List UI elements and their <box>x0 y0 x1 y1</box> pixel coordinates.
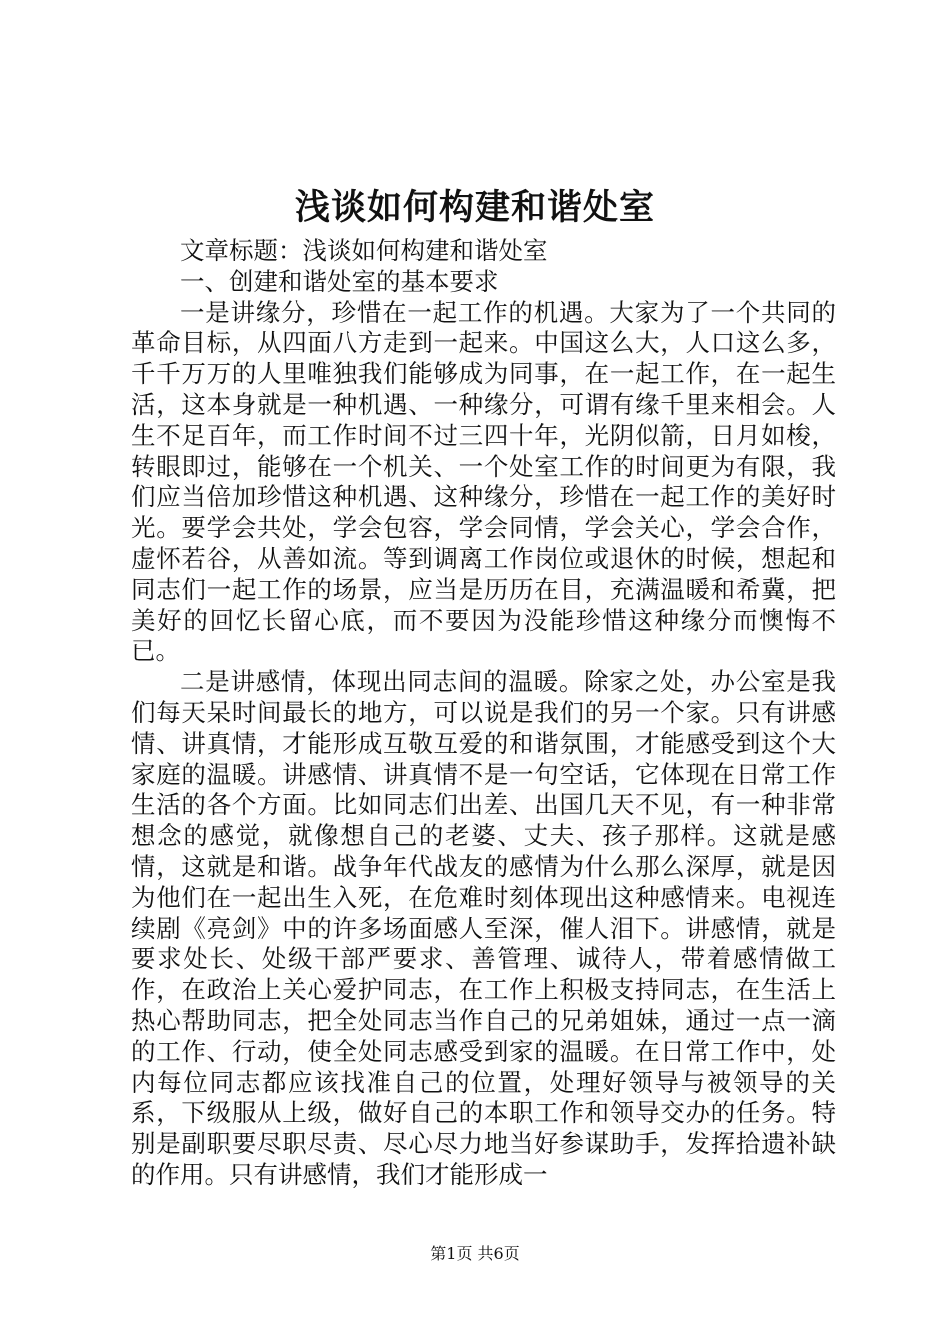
paragraph-2: 二是讲感情，体现出同志间的温暖。除家之处，办公室是我们每天呆时间最长的地方，可以说是我们的另一个家。只有讲感情、讲真情，才能形成互敬互爱的和谐氛围，才能感受到这个大家庭的温暖。讲感情、讲真情不是一句空话，它体现在日常工作生活的各个方面。比如同志们出差、出国几天不见，有一种非常想念的感觉，就像想自己的老婆、丈夫、孩子那样。这就是感情，这就是和谐。战争年代战友的感情为什么那么深厚，就是因为他们在一起出生入死，在危难时刻体现出这种感情来。电视连续剧《亮剑》中的许多场面感人至深，催人泪下。讲感情，就是要求处长、处级干部严要求、善管理、诚待人，带着感情做工作，在政治上关心爱护同志，在工作上积极支持同志，在生活上热心帮助同志，把全处同志当作自己的兄弟姐妹，通过一点一滴的工作、行动，使全处同志感受到家的温暖。在日常工作中，处内每位同志都应该找准自己的位置，处理好领导与被领导的关系，下级服从上级，做好自己的本职工作和领导交办的任务。特别是副职要尽职尽责、尽心尽力地当好参谋助手，发挥拾遗补缺的作用。只有讲感情，我们才能形成一 <box>131 667 836 1189</box>
paragraph-1: 一是讲缘分，珍惜在一起工作的机遇。大家为了一个共同的革命目标，从四面八方走到一起来。中国这么大，人口这么多，千千万万的人里唯独我们能够成为同事，在一起工作，在一起生活，这本身就是一种机遇、一种缘分，可谓有缘千里来相会。人生不足百年，而工作时间不过三四十年，光阴似箭，日月如梭，转眼即过，能够在一个机关、一个处室工作的时间更为有限，我们应当倍加珍惜这种机遇、这种缘分，珍惜在一起工作的美好时光。要学会共处，学会包容，学会同情，学会关心，学会合作，虚怀若谷，从善如流。等到调离工作岗位或退休的时候，想起和同志们一起工作的场景，应当是历历在目，充满温暖和希冀，把美好的回忆长留心底，而不要因为没能珍惜这种缘分而懊悔不已。 <box>131 297 836 666</box>
article-title-line: 文章标题：浅谈如何构建和谐处室 <box>180 236 548 265</box>
document-body <box>131 236 836 1191</box>
page-title: 浅谈如何构建和谐处室 <box>294 187 655 228</box>
page-footer: 第1页 共6页 <box>430 1244 520 1263</box>
section-heading: 一、创建和谐处室的基本要求 <box>180 266 499 296</box>
